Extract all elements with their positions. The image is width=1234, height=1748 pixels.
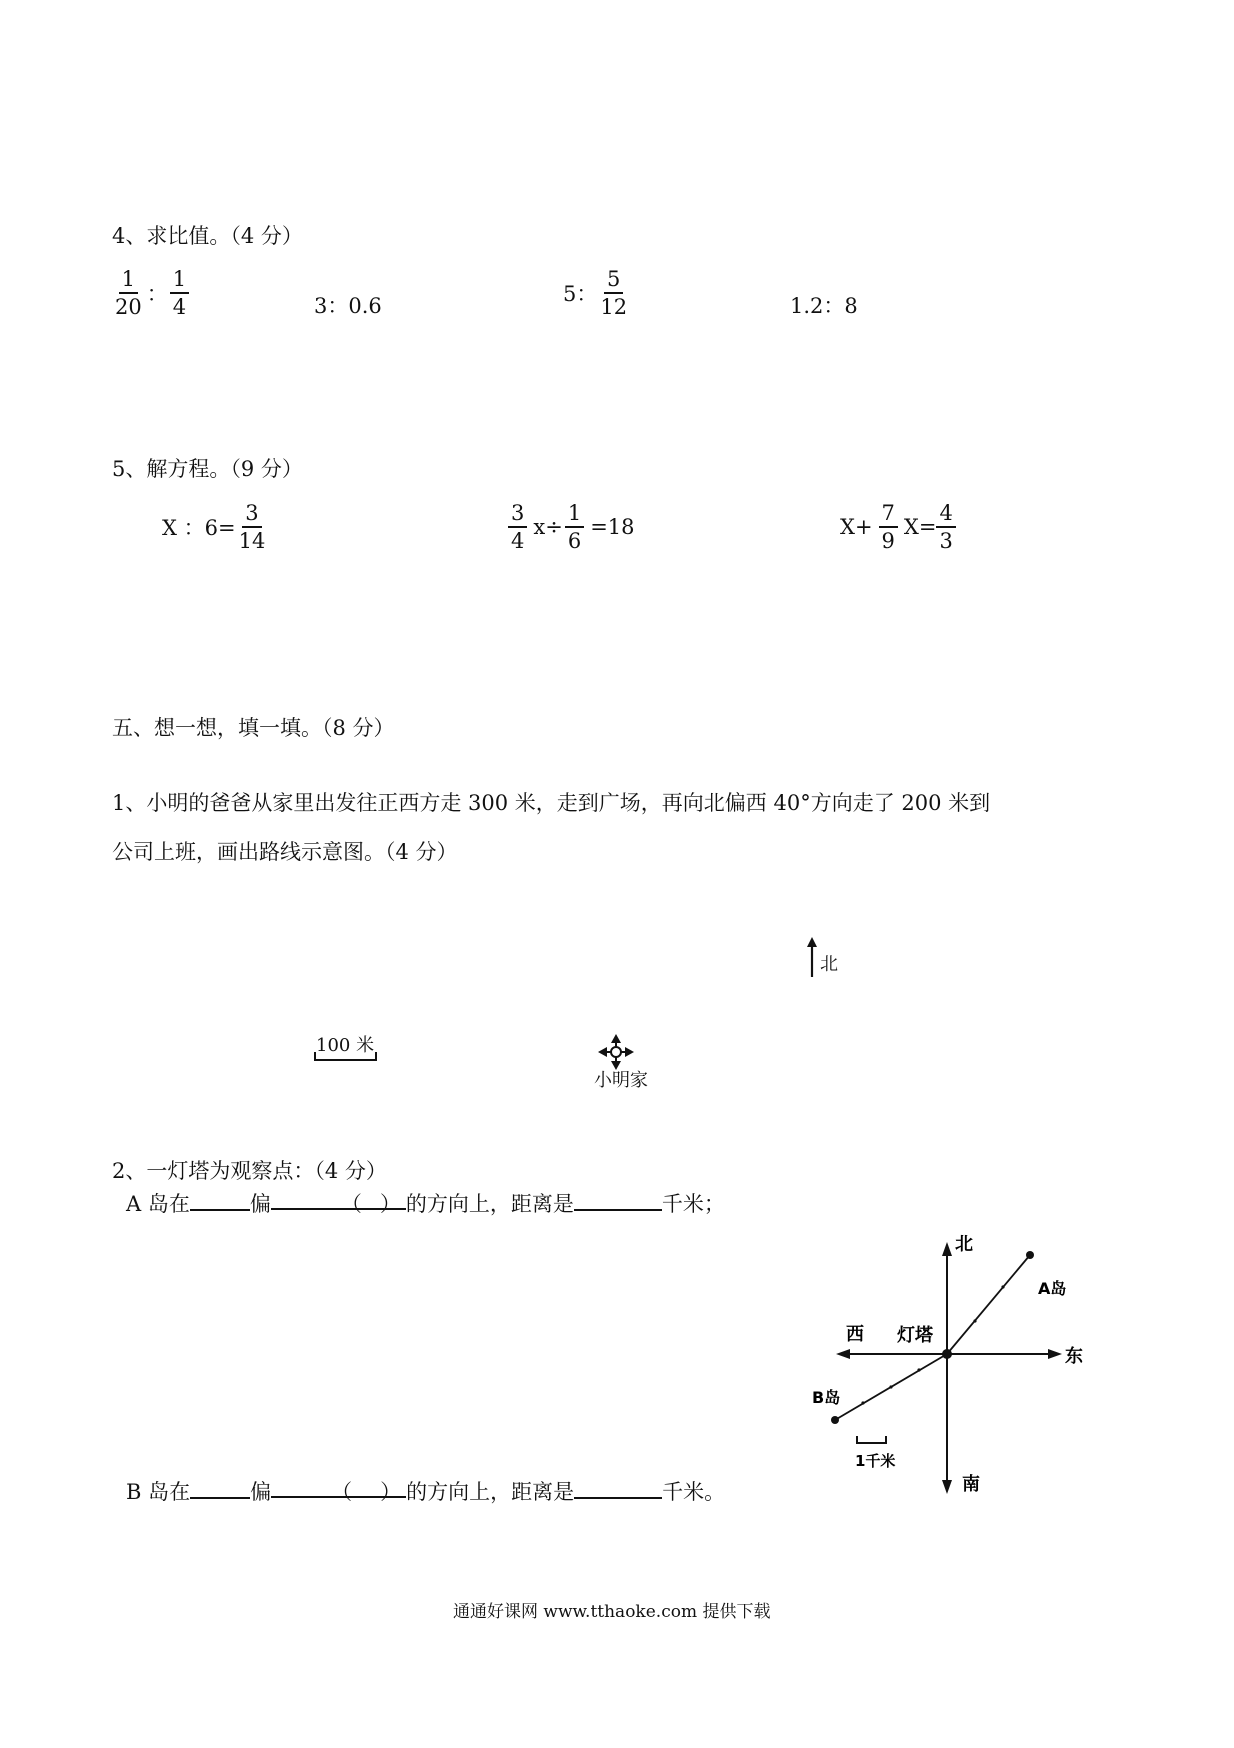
question-text: 的方向上，距离是 xyxy=(405,1192,574,1216)
tick-dot xyxy=(1001,1285,1004,1288)
scale-bar-icon xyxy=(312,1048,382,1064)
south-arrowhead-icon xyxy=(942,1480,952,1494)
numerator: 7 xyxy=(879,502,898,528)
scale-label: 100 米 xyxy=(316,1035,375,1056)
island-a-point xyxy=(1026,1251,1034,1259)
equation-text: x÷ xyxy=(533,515,563,540)
fraction xyxy=(565,502,584,552)
denominator: 4 xyxy=(511,529,525,554)
denominator: 14 xyxy=(238,529,266,554)
paren: （ xyxy=(331,1480,353,1504)
answer-blank[interactable] xyxy=(574,1477,662,1499)
denominator: 6 xyxy=(567,529,582,554)
west-arrowhead-icon xyxy=(836,1349,850,1359)
fraction xyxy=(597,268,630,318)
question-text: 千米。 xyxy=(662,1480,726,1504)
denominator: 3 xyxy=(939,529,953,554)
answer-blank[interactable] xyxy=(271,1476,406,1504)
ratio-sign: ： xyxy=(146,282,168,307)
numerator: 5 xyxy=(604,268,623,294)
east-arrowhead-icon xyxy=(1048,1349,1062,1359)
east-label: 东 xyxy=(1065,1346,1083,1367)
ratio-prefix: 5： xyxy=(563,282,598,307)
home-label: 小明家 xyxy=(594,1070,648,1091)
question-text: 千米； xyxy=(661,1192,725,1216)
answer-blank[interactable] xyxy=(271,1188,406,1216)
problem-1-line-2: 公司上班，画出路线示意图。（4 分） xyxy=(112,840,458,864)
paren: ） xyxy=(380,1480,402,1504)
fraction xyxy=(112,268,145,318)
q4-item-4: 1.2：8 xyxy=(790,294,858,318)
q4-title: 4、求比值。（4 分） xyxy=(112,224,303,248)
equation-3 xyxy=(840,502,956,552)
problem-2-title: 2、一灯塔为观察点：（4 分） xyxy=(112,1159,387,1183)
south-label: 南 xyxy=(962,1474,980,1495)
tick-dot xyxy=(917,1368,920,1371)
answer-blank[interactable] xyxy=(574,1189,662,1211)
island-a-question xyxy=(126,1188,725,1218)
answer-blank[interactable] xyxy=(190,1189,250,1211)
fraction xyxy=(170,268,189,318)
scale-label: 1千米 xyxy=(855,1452,896,1470)
numerator: 1 xyxy=(119,268,138,294)
fraction xyxy=(236,502,269,552)
q5-title: 5、解方程。（9 分） xyxy=(112,457,303,481)
island-b-point xyxy=(831,1416,839,1424)
fraction xyxy=(508,502,527,552)
q4-item-2: 3：0.6 xyxy=(314,294,382,318)
north-label: 北 xyxy=(820,954,838,975)
denominator: 20 xyxy=(115,295,142,320)
numerator: 4 xyxy=(936,502,955,528)
lighthouse-diagram xyxy=(800,1228,1100,1513)
tick-dot xyxy=(889,1385,892,1388)
numerator: 1 xyxy=(170,268,189,294)
equation-text: =18 xyxy=(590,515,635,540)
west-label: 西 xyxy=(846,1324,864,1345)
question-text: B 岛在 xyxy=(126,1480,191,1504)
equation-1 xyxy=(162,502,268,552)
numerator: 3 xyxy=(242,502,261,528)
fraction xyxy=(879,502,898,552)
north-arrowhead-icon xyxy=(942,1242,952,1256)
numerator: 1 xyxy=(565,502,584,528)
lighthouse-label: 灯塔 xyxy=(897,1325,933,1346)
equation-text: X+ xyxy=(840,515,873,540)
q4-item-3 xyxy=(563,268,630,318)
footer: 通通好课网 www.tthaoke.com 提供下载 xyxy=(453,1602,771,1622)
numerator: 3 xyxy=(508,502,527,528)
equation-2 xyxy=(508,502,635,552)
question-text: A 岛在 xyxy=(126,1192,190,1216)
section-title: 五、想一想，填一填。（8 分） xyxy=(112,716,395,740)
answer-blank[interactable] xyxy=(190,1477,250,1499)
question-text: 偏 xyxy=(249,1192,271,1216)
question-text: 偏 xyxy=(250,1480,272,1504)
equation-text: X ：6= xyxy=(162,516,236,541)
denominator: 4 xyxy=(172,295,187,320)
island-b-question xyxy=(126,1476,725,1506)
equation-text: X= xyxy=(903,515,937,540)
problem-1-line-1: 1、小明的爸爸从家里出发往正西方走 300 米，走到广场，再向北偏西 40°方向走了 200 米到 xyxy=(112,791,991,815)
line-to-island-a xyxy=(947,1255,1030,1354)
island-a-label: A岛 xyxy=(1038,1279,1067,1298)
paren: （ xyxy=(340,1192,362,1216)
north-label: 北 xyxy=(955,1234,973,1255)
fraction xyxy=(936,502,955,552)
q4-item-1 xyxy=(112,268,189,318)
paren: ） xyxy=(379,1192,401,1216)
island-b-label: B岛 xyxy=(812,1388,841,1407)
lighthouse-point xyxy=(942,1349,952,1359)
tick-dot xyxy=(973,1319,976,1322)
denominator: 12 xyxy=(600,295,628,320)
question-text: 的方向上，距离是 xyxy=(406,1480,575,1504)
tick-dot xyxy=(861,1401,864,1404)
denominator: 9 xyxy=(881,529,895,554)
